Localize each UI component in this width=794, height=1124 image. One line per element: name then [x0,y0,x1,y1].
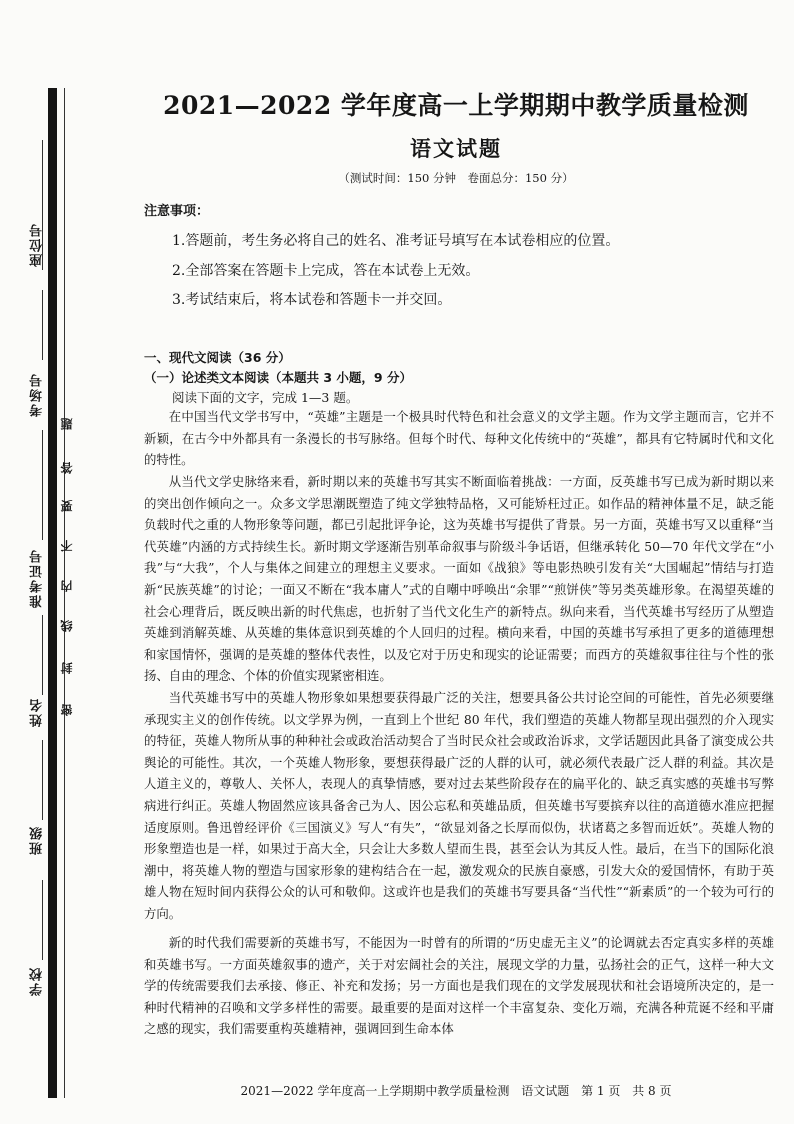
passage-paragraph: 当代英雄书写中的英雄人物形象如果想要获得最广泛的关注，想要具备公共讨论空间的可能性，首先必须要继承现实主义的创作传统。以文学界为例，一直到上个世纪 80 年代，我们塑造的英雄人物都呈现出强烈的介入现实的特征，英雄人物所从事的种种社会或政治活动契合了当时民众社会或政治诉求，文学话题因此具备了演变成公共舆论的可能性。其次，一个英雄人物形象，要想获得最广泛的人群的认可，就必须代表最广泛人群的利益。其次是人道主义的，尊敬人、关怀人，表现人的真挚情感，要对过去某些阶段存在的扁平化的、缺乏真实感的英雄书写弊病进行纠正。英雄人物固然应该具备舍己为人、因公忘私和英雄品质，但英雄书写要摈弃以往的高道德水准应把握适度原则。鲁迅曾经评价《三国演义》写人“有失”，“欲显刘备之长厚而似伪，状诸葛之多智而近妖”。英雄人物的形象塑造也是一样，如果过于高大全，只会让大多数人望而生畏，甚至会认为其反人性。最后，在当下的国际化浪潮中，将英雄人物的塑造与国家形象的建构结合在一起，激发观众的民族自豪感，引发大众的爱国情怀，有助于英雄人物在短时间内获得公众的认可和敬仰。这或许也是我们的英雄书写要具备“当代性”“新素质”的一个较为可行的方向。 [144,690,774,921]
seal-char: 答 [60,462,74,474]
footer-page: 第 1 页 [581,1084,621,1098]
subsection-title: （一）论述类文本阅读（本题共 3 小题，9 分） [144,370,412,385]
seal-char: 密 [60,704,74,716]
passage-paragraph: 在中国当代文学书写中，“英雄”主题是一个极具时代特色和社会意义的文学主题。作为文学主题而言，它并不新颖，在古今中外都具有一条漫长的书写脉络。但每个时代、每种文化传统中的“英雄”，都具有它特属时代和文化的特性。 [144,409,774,468]
name-fill-line [42,615,43,695]
seat-label: 座位号 [30,222,45,267]
exam-title: 2021—2022 学年度高一上学期期中教学质量检测 [163,91,749,120]
school-fill-line [42,880,43,960]
notice-item: 3.考试结束后，将本试卷和答题卡一并交回。 [172,292,452,308]
binding-strip [0,0,122,1124]
class-label: 班级 [30,825,45,855]
passage-paragraph: 新的时代我们需要新的英雄书写，不能因为一时曾有的所谓的“历史虚无主义”的论调就去否定真实多样的英雄和英雄书写。一方面英雄叙事的遗产，关于对宏阔社会的关注，展现文学的力量，弘扬社会的正气，这样一种大文学的传统需要我们去承接、修正、补充和发扬；另一方面也是我们现在的文学发展现状和社会语境所决定的，是一种时代精神的召唤和文学多样性的需要。最重要的是面对这样一个丰富复杂、变化万端，充满各种荒诞不经和平庸之感的现实，我们需要重构英雄精神，强调回到生命本体 [144,935,774,1037]
section-title: 一、现代文阅读（36 分） [144,350,291,365]
exam-info: （测试时间：150 分钟 卷面总分：150 分） [338,171,574,185]
school-label: 学校 [30,966,45,996]
notice-item: 1.答题前，考生务必将自己的姓名、准考证号填写在本试卷相应的位置。 [172,233,620,249]
seal-char: 封 [60,662,74,674]
ticket-label: 准考证号 [30,548,45,608]
binding-bar [48,88,57,1098]
ticket-fill-line [42,430,43,540]
footer-total: 共 8 页 [632,1084,672,1098]
exam-room-label: 考场号 [30,372,45,417]
footer-exam: 2021—2022 学年度高一上学期期中教学质量检测 [240,1084,510,1098]
seal-line [64,88,65,1098]
name-label: 姓名 [30,697,45,727]
seal-char: 要 [60,500,74,512]
page-footer [136,1082,776,1099]
subject-title: 语文试题 [410,136,502,161]
reading-instruction: 阅读下面的文字，完成 1—3 题。 [172,390,359,405]
class-fill-line [42,740,43,820]
seal-char: 内 [60,580,74,592]
footer-subject: 语文试题 [521,1084,570,1098]
seal-char: 不 [60,540,74,552]
passage-paragraph: 从当代文学史脉络来看，新时期以来的英雄书写其实不断面临着挑战：一方面，反英雄书写已成为新时期以来的突出创作倾向之一。众多文学思潮既塑造了纯文学独特品格，又可能矫枉过正。如作品的精神体量不足，缺乏能负载时代之重的人物形象等问题，都已引起批评争论，这为英雄书写提供了背景。另一方面，英雄书写又以重释“当代英雄”内涵的方式持续生长。新时期文学逐渐告别革命叙事与阶级斗争话语，但继承转化 50—70 年代文学在“小我”与“大我”，个人与集体之间建立的理想主义要求。一面如《战狼》等电影热映引发有关“大国崛起”情结与打造新“民族英雄”的讨论；一面又不断在“我本庸人”式的自嘲中呼唤出“余罪”“煎饼侠”等另类英雄形象。在渴望英雄的社会心理背后，既反映出新的时代焦虑，也折射了当代文化生产的新特点。纵向来看，当代英雄书写经历了从塑造英雄到消解英雄、从英雄的集体意识到英雄的个人回归的过程。横向来看，中国的英雄书写承担了更多的道德理想和家国情怀，强调的是英雄的整体代表性，以及它对于历史和现实的论证需要；而西方的英雄叙事往往与个性的张扬、自由的理念、个体的价值实现紧密相连。 [144,474,774,684]
seal-char: 题 [60,418,74,430]
notice-title: 注意事项： [144,204,210,219]
seal-char: 线 [60,620,74,632]
notice-item: 2.全部答案在答题卡上完成，答在本试卷上无效。 [172,263,480,279]
exam-room-fill-line [42,290,43,360]
